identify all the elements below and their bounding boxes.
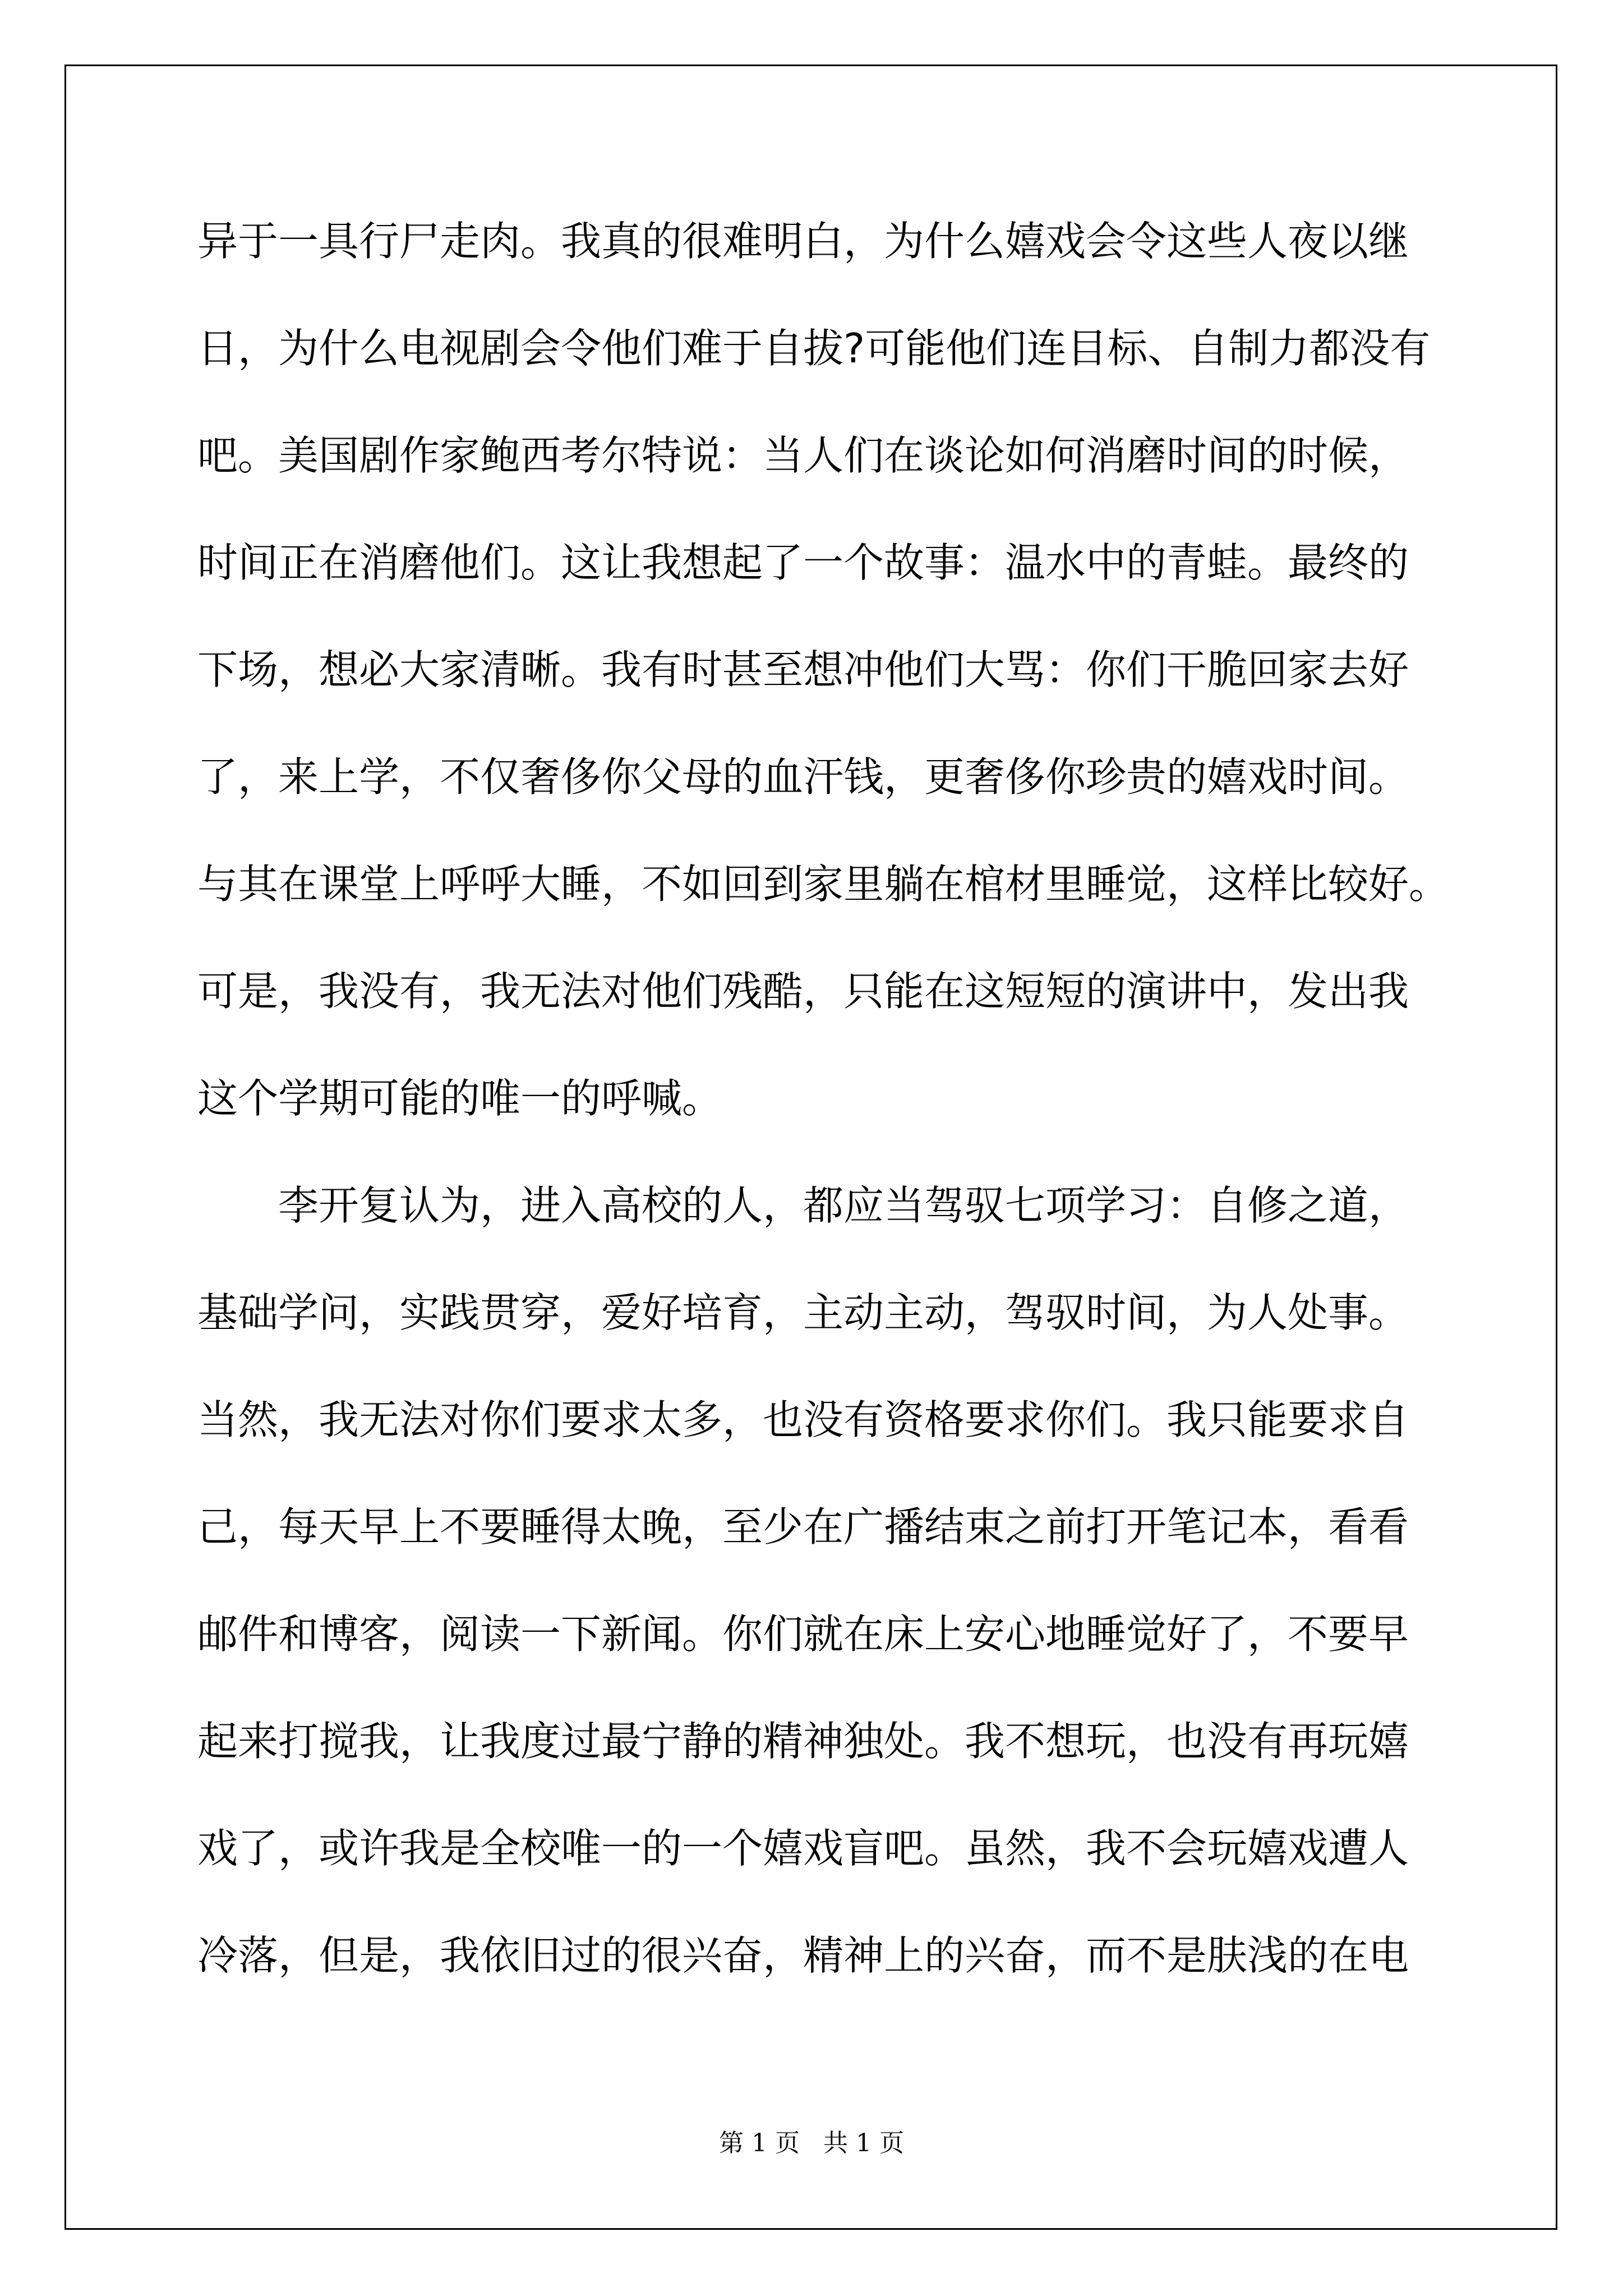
text-line: 戏了，或许我是全校唯一的一个嬉戏盲吧。虽然，我不会玩嬉戏遭人: [197, 1825, 1409, 1872]
text-line: 可是，我没有，我无法对他们残酷，只能在这短短的演讲中，发出我: [197, 968, 1409, 1015]
text-line: 吧。美国剧作家鲍西考尔特说：当人们在谈论如何消磨时间的时候，: [197, 432, 1409, 479]
page-footer: 第 1 页 共 1 页: [719, 2129, 904, 2157]
text-line: 时间正在消磨他们。这让我想起了一个故事：温水中的青蛙。最终的: [197, 539, 1409, 586]
paragraph: [197, 1181, 1454, 2039]
text-line: 基础学问，实践贯穿，爱好培育，主动主动，驾驭时间，为人处事。: [197, 1289, 1409, 1336]
text-line: 己，每天早上不要睡得太晚，至少在广播结束之前打开笔记本，看看: [197, 1503, 1409, 1550]
text-line: 当然，我无法对你们要求太多，也没有资格要求你们。我只能要求自: [197, 1396, 1409, 1443]
text-line: 冷落，但是，我依旧过的很兴奋，精神上的兴奋，而不是肤浅的在电: [197, 1932, 1409, 1979]
text-line: 起来打搅我，让我度过最宁静的精神独处。我不想玩，也没有再玩嬉: [197, 1718, 1409, 1765]
text-line: 下场，想必大家清晰。我有时甚至想冲他们大骂：你们干脆回家去好: [197, 646, 1409, 693]
text-line: 这个学期可能的唯一的呼喊。: [197, 1075, 723, 1122]
text-line: 与其在课堂上呼呼大睡，不如回到家里躺在棺材里睡觉，这样比较好。: [197, 861, 1450, 908]
paragraph: [197, 217, 1454, 1181]
text-line: 异于一具行尸走肉。我真的很难明白，为什么嬉戏会令这些人夜以继: [197, 218, 1409, 265]
text-line: 日，为什么电视剧会令他们难于自拔?可能他们连目标、自制力都没有: [197, 325, 1431, 372]
text-line: 了，来上学，不仅奢侈你父母的血汗钱，更奢侈你珍贵的嬉戏时间。: [197, 753, 1409, 800]
text-line: 李开复认为，进入高校的人，都应当驾驭七项学习：自修之道，: [278, 1182, 1409, 1229]
document-body: [197, 217, 1454, 2039]
text-line: 邮件和博客，阅读一下新闻。你们就在床上安心地睡觉好了，不要早: [197, 1611, 1409, 1658]
